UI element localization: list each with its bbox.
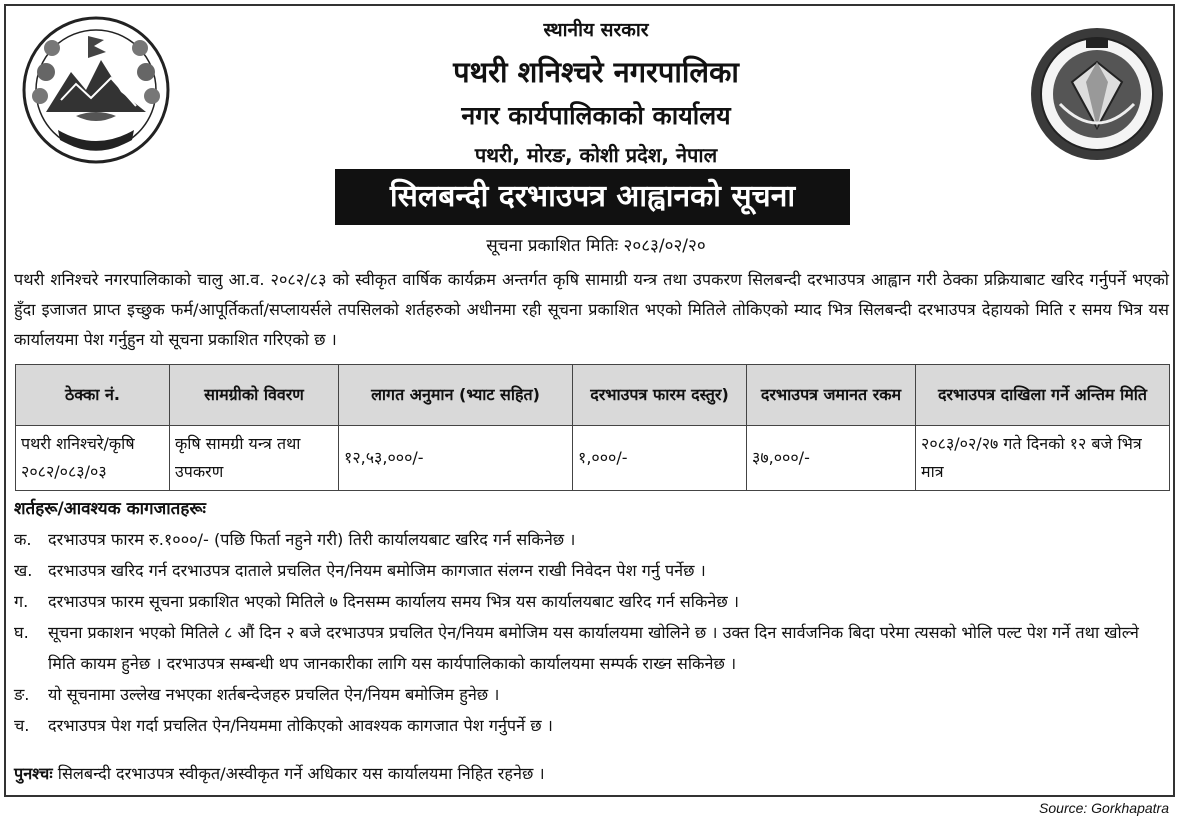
list-item: [14, 555, 1169, 586]
list-item-text: दरभाउपत्र खरिद गर्न दरभाउपत्र दाताले प्रचलित ऐन/नियम बमोजिम कागजात संलग्न राखी निवेदन पेश गर्नु पर्नेछ ।: [48, 561, 706, 580]
table-header-cell: दरभाउपत्र दाखिला गर्ने अन्तिम मिति: [916, 365, 1170, 426]
office-address: पथरी, मोरङ, कोशी प्रदेश, नेपाल: [474, 143, 718, 167]
postscript-text: सिलबन्दी दरभाउपत्र स्वीकृत/अस्वीकृत गर्ने अधिकार यस कार्यालयमा निहित रहनेछ ।: [57, 764, 545, 783]
table-cell-description: कृषि सामग्री यन्त्र तथा उपकरण: [170, 426, 339, 491]
postscript-note: [14, 758, 545, 789]
municipality-name: पथरी शनिश्चरे नगरपालिका: [453, 55, 739, 89]
nepal-government-emblem: [16, 12, 176, 170]
intro-paragraph: पथरी शनिश्चरे नगरपालिकाको चालु आ.व. २०८२/८३ को स्वीकृत वार्षिक कार्यक्रम अन्तर्गत कृषि सामाग्री यन्त्र तथा उपकरण सिलबन्दी दरभाउपत्र आह्वान गरी ठेक्का प्रक्रियाबाट खरिद गर्नुपर्ने भएको हुँदा इजाजत प्राप्त इच्छुक फर्म/आपूर्तिकर्ता/सप्लायर्सले तपसिलको शर्तहरुको अधीनमा रही सूचना प्रकाशित भएको मितिले तोकिएको म्याद भित्र सिलबन्दी दरभाउपत्र देहायको मिति र समय भित्र यस कार्यालयमा पेश गर्नुहुन यो सूचना प्रकाशित गरिएको छ ।: [14, 270, 1169, 349]
list-item: [14, 586, 1169, 617]
header-line-local-government: स्थानीय सरकार: [543, 19, 649, 41]
table-cell-cost-estimate: १२,५३,०००/-: [339, 426, 573, 491]
publication-date: सूचना प्रकाशित मितिः २०८३/०२/२०: [486, 236, 706, 256]
table-cell-form-fee: १,०००/-: [573, 426, 747, 491]
table-header-cell: दरभाउपत्र जमानत रकम: [747, 365, 916, 426]
list-item: [14, 710, 1169, 741]
notice-frame: [4, 4, 1175, 797]
conditions-list: [14, 524, 1169, 741]
list-item-text: सूचना प्रकाशन भएको मितिले ८ औं दिन २ बजे दरभाउपत्र प्रचलित ऐन/नियम बमोजिम यस कार्यालयमा खोलिने छ । उक्त दिन सार्वजनिक बिदा परेमा त्यसको भोलि पल्ट पेश गर्ने तथा खोल्ने मिति कायम हुनेछ । दरभाउपत्र सम्बन्धी थप जानकारीका लागि यस कार्यपालिकाको कार्यालयमा सम्पर्क राख्न सकिनेछ ।: [48, 623, 1139, 673]
notice-title-banner: सिलबन्दी दरभाउपत्र आह्वानको सूचना: [335, 169, 850, 225]
municipality-logo: [1026, 24, 1168, 164]
list-item-marker: ग.: [14, 592, 29, 611]
list-item-marker: ङ.: [14, 685, 30, 704]
list-item: [14, 617, 1169, 679]
table-cell-bid-security: ३७,०००/-: [747, 426, 916, 491]
source-credit: Source: Gorkhapatra: [1039, 800, 1169, 816]
list-item-marker: घ.: [14, 623, 29, 642]
list-item: [14, 524, 1169, 555]
postscript-label: पुनश्चः: [14, 764, 53, 783]
table-header-row: [16, 365, 1170, 426]
conditions-heading: शर्तहरू/आवश्यक कागजातहरूः: [14, 499, 206, 519]
table-header-cell: ठेक्का नं.: [16, 365, 170, 426]
list-item-text: दरभाउपत्र फारम रु.१०००/- (पछि फिर्ता नहुने गरी) तिरी कार्यालयबाट खरिद गर्न सकिनेछ ।: [48, 530, 576, 549]
list-item-marker: च.: [14, 716, 30, 735]
list-item-text: दरभाउपत्र पेश गर्दा प्रचलित ऐन/नियममा तोकिएको आवश्यक कागजात पेश गर्नुपर्ने छ ।: [48, 716, 553, 735]
table-cell-contract-no: पथरी शनिश्चरे/कृषि २०८२/०८३/०३: [16, 426, 170, 491]
table-header-cell: सामग्रीको विवरण: [170, 365, 339, 426]
list-item: [14, 679, 1169, 710]
list-item-text: यो सूचनामा उल्लेख नभएका शर्तबन्देजहरु प्रचलित ऐन/नियम बमोजिम हुनेछ ।: [48, 685, 500, 704]
list-item-marker: ख.: [14, 561, 33, 580]
table-header-cell: दरभाउपत्र फारम दस्तुर): [573, 365, 747, 426]
office-name: नगर कार्यपालिकाको कार्यालय: [461, 101, 731, 130]
list-item-marker: क.: [14, 530, 32, 549]
table-header-cell: लागत अनुमान (भ्याट सहित): [339, 365, 573, 426]
tender-table: [15, 364, 1170, 491]
table-cell-deadline: २०८३/०२/२७ गते दिनको १२ बजे भित्र मात्र: [916, 426, 1170, 491]
list-item-text: दरभाउपत्र फारम सूचना प्रकाशित भएको मितिले ७ दिनसम्म कार्यालय समय भित्र यस कार्यालयबाट खरिद गर्न सकिनेछ ।: [48, 592, 739, 611]
table-row: [16, 426, 1170, 491]
